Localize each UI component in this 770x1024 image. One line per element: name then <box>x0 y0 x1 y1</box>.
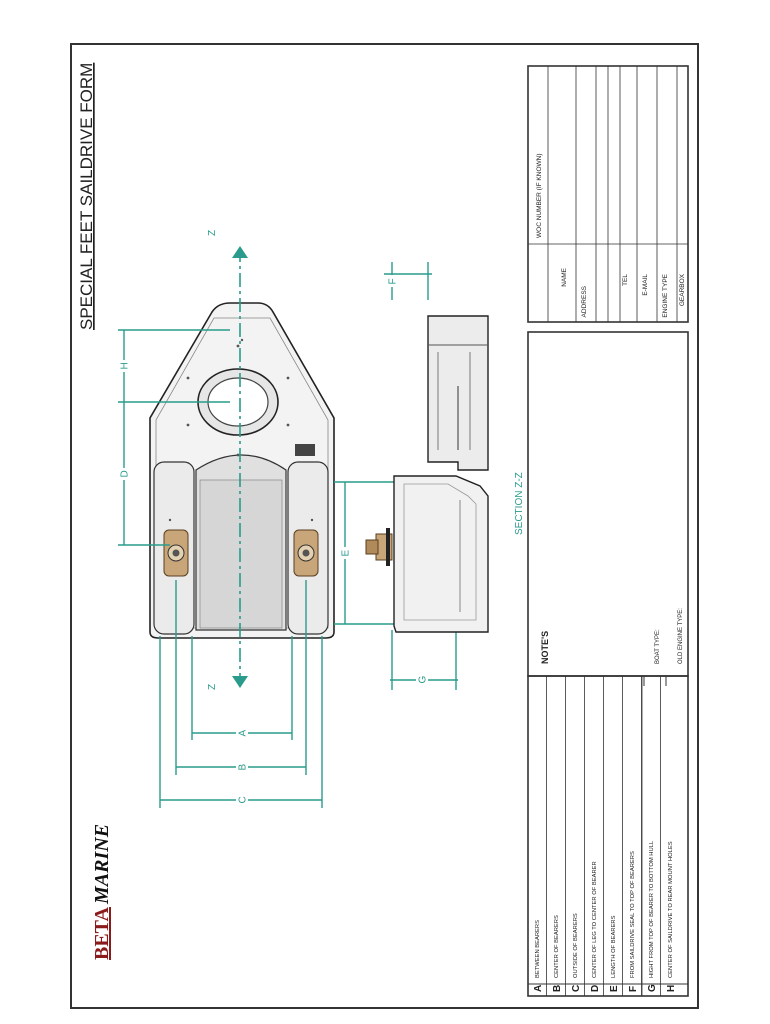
measurement-letter: E <box>609 985 620 992</box>
measurement-letter: H <box>666 984 677 992</box>
section-label: SECTION Z-Z <box>514 472 525 535</box>
engine-mount-left <box>164 530 188 576</box>
customer-field-tel: TEL <box>622 274 629 286</box>
measurement-label: HIGHT FROM TOP OF BEARER TO BOTTOM HULL <box>649 840 655 978</box>
dimension-letter-e: E <box>340 549 352 557</box>
dimension-letter-c: C <box>237 796 249 804</box>
customer-field-name: NAME <box>561 268 568 287</box>
notes-heading: NOTE'S <box>540 630 550 664</box>
measurement-label: LENGTH OF BEARERS <box>611 915 617 978</box>
section-marker-top: Z <box>207 229 218 236</box>
measurement-label: CENTER OF SAILDRIVE TO REAR MOUNT HOLES <box>668 841 674 978</box>
measurement-row-b <box>552 915 563 992</box>
old-engine-type-label: OLD ENGINE TYPE: <box>678 608 684 664</box>
dimension-letter-g: G <box>417 675 429 684</box>
engine-mount-right <box>294 530 318 576</box>
customer-fields <box>561 267 686 317</box>
section-z-z-view <box>366 316 488 632</box>
customer-field-engine-type: ENGINE TYPE <box>662 274 669 318</box>
measurement-label: FROM SAILDRIVE SEAL TO TOP OF BEARERS <box>630 851 636 978</box>
section-marker-bottom: Z <box>207 683 218 690</box>
measurement-row-a <box>533 920 544 992</box>
measurement-label: CENTER OF BEARERS <box>554 915 560 978</box>
logo-text-beta: BETA <box>91 907 113 960</box>
dimension-letter-f: F <box>387 278 399 285</box>
dimension-letter-b: B <box>237 763 249 771</box>
measurement-row-g <box>647 840 658 992</box>
measurement-label: CENTER OF LEG TO CENTER OF BEARER <box>592 861 598 978</box>
measurement-row-d <box>590 861 601 992</box>
measurement-row-h <box>666 841 677 992</box>
page-title: SPECIAL FEET SAILDRIVE FORM <box>77 62 96 330</box>
dimension-letter-a: A <box>237 729 249 737</box>
measurement-letter: D <box>590 984 601 992</box>
measurement-letter: C <box>571 984 582 992</box>
measurement-row-e <box>609 915 620 992</box>
boat-type-label: BOAT TYPE: <box>655 629 661 664</box>
customer-field-gearbox: GEARBOX <box>679 274 686 307</box>
notes-panel <box>528 332 688 686</box>
woc-number-label: WOC NUMBER (IF KNOWN) <box>536 153 543 238</box>
dimension-letter-h: H <box>119 362 131 370</box>
measurement-letter: A <box>533 984 544 992</box>
measurement-letter: B <box>552 984 563 992</box>
measurement-row-c <box>571 913 582 992</box>
measurement-label: BETWEEN BEARERS <box>535 920 541 978</box>
measurement-rows <box>533 840 677 992</box>
measurements-table <box>528 676 688 996</box>
beta-marine-logo <box>91 824 113 960</box>
measurement-row-f <box>628 851 639 992</box>
customer-field-e-mail: E-MAIL <box>642 274 649 296</box>
measurement-label: OUTSIDE OF BEARERS <box>573 913 579 978</box>
dimension-letter-d: D <box>119 470 131 478</box>
customer-field-address: ADDRESS <box>581 286 588 318</box>
measurement-letter: G <box>647 984 658 992</box>
logo-text-marine: MARINE <box>91 823 113 904</box>
measurement-letter: F <box>628 985 639 992</box>
